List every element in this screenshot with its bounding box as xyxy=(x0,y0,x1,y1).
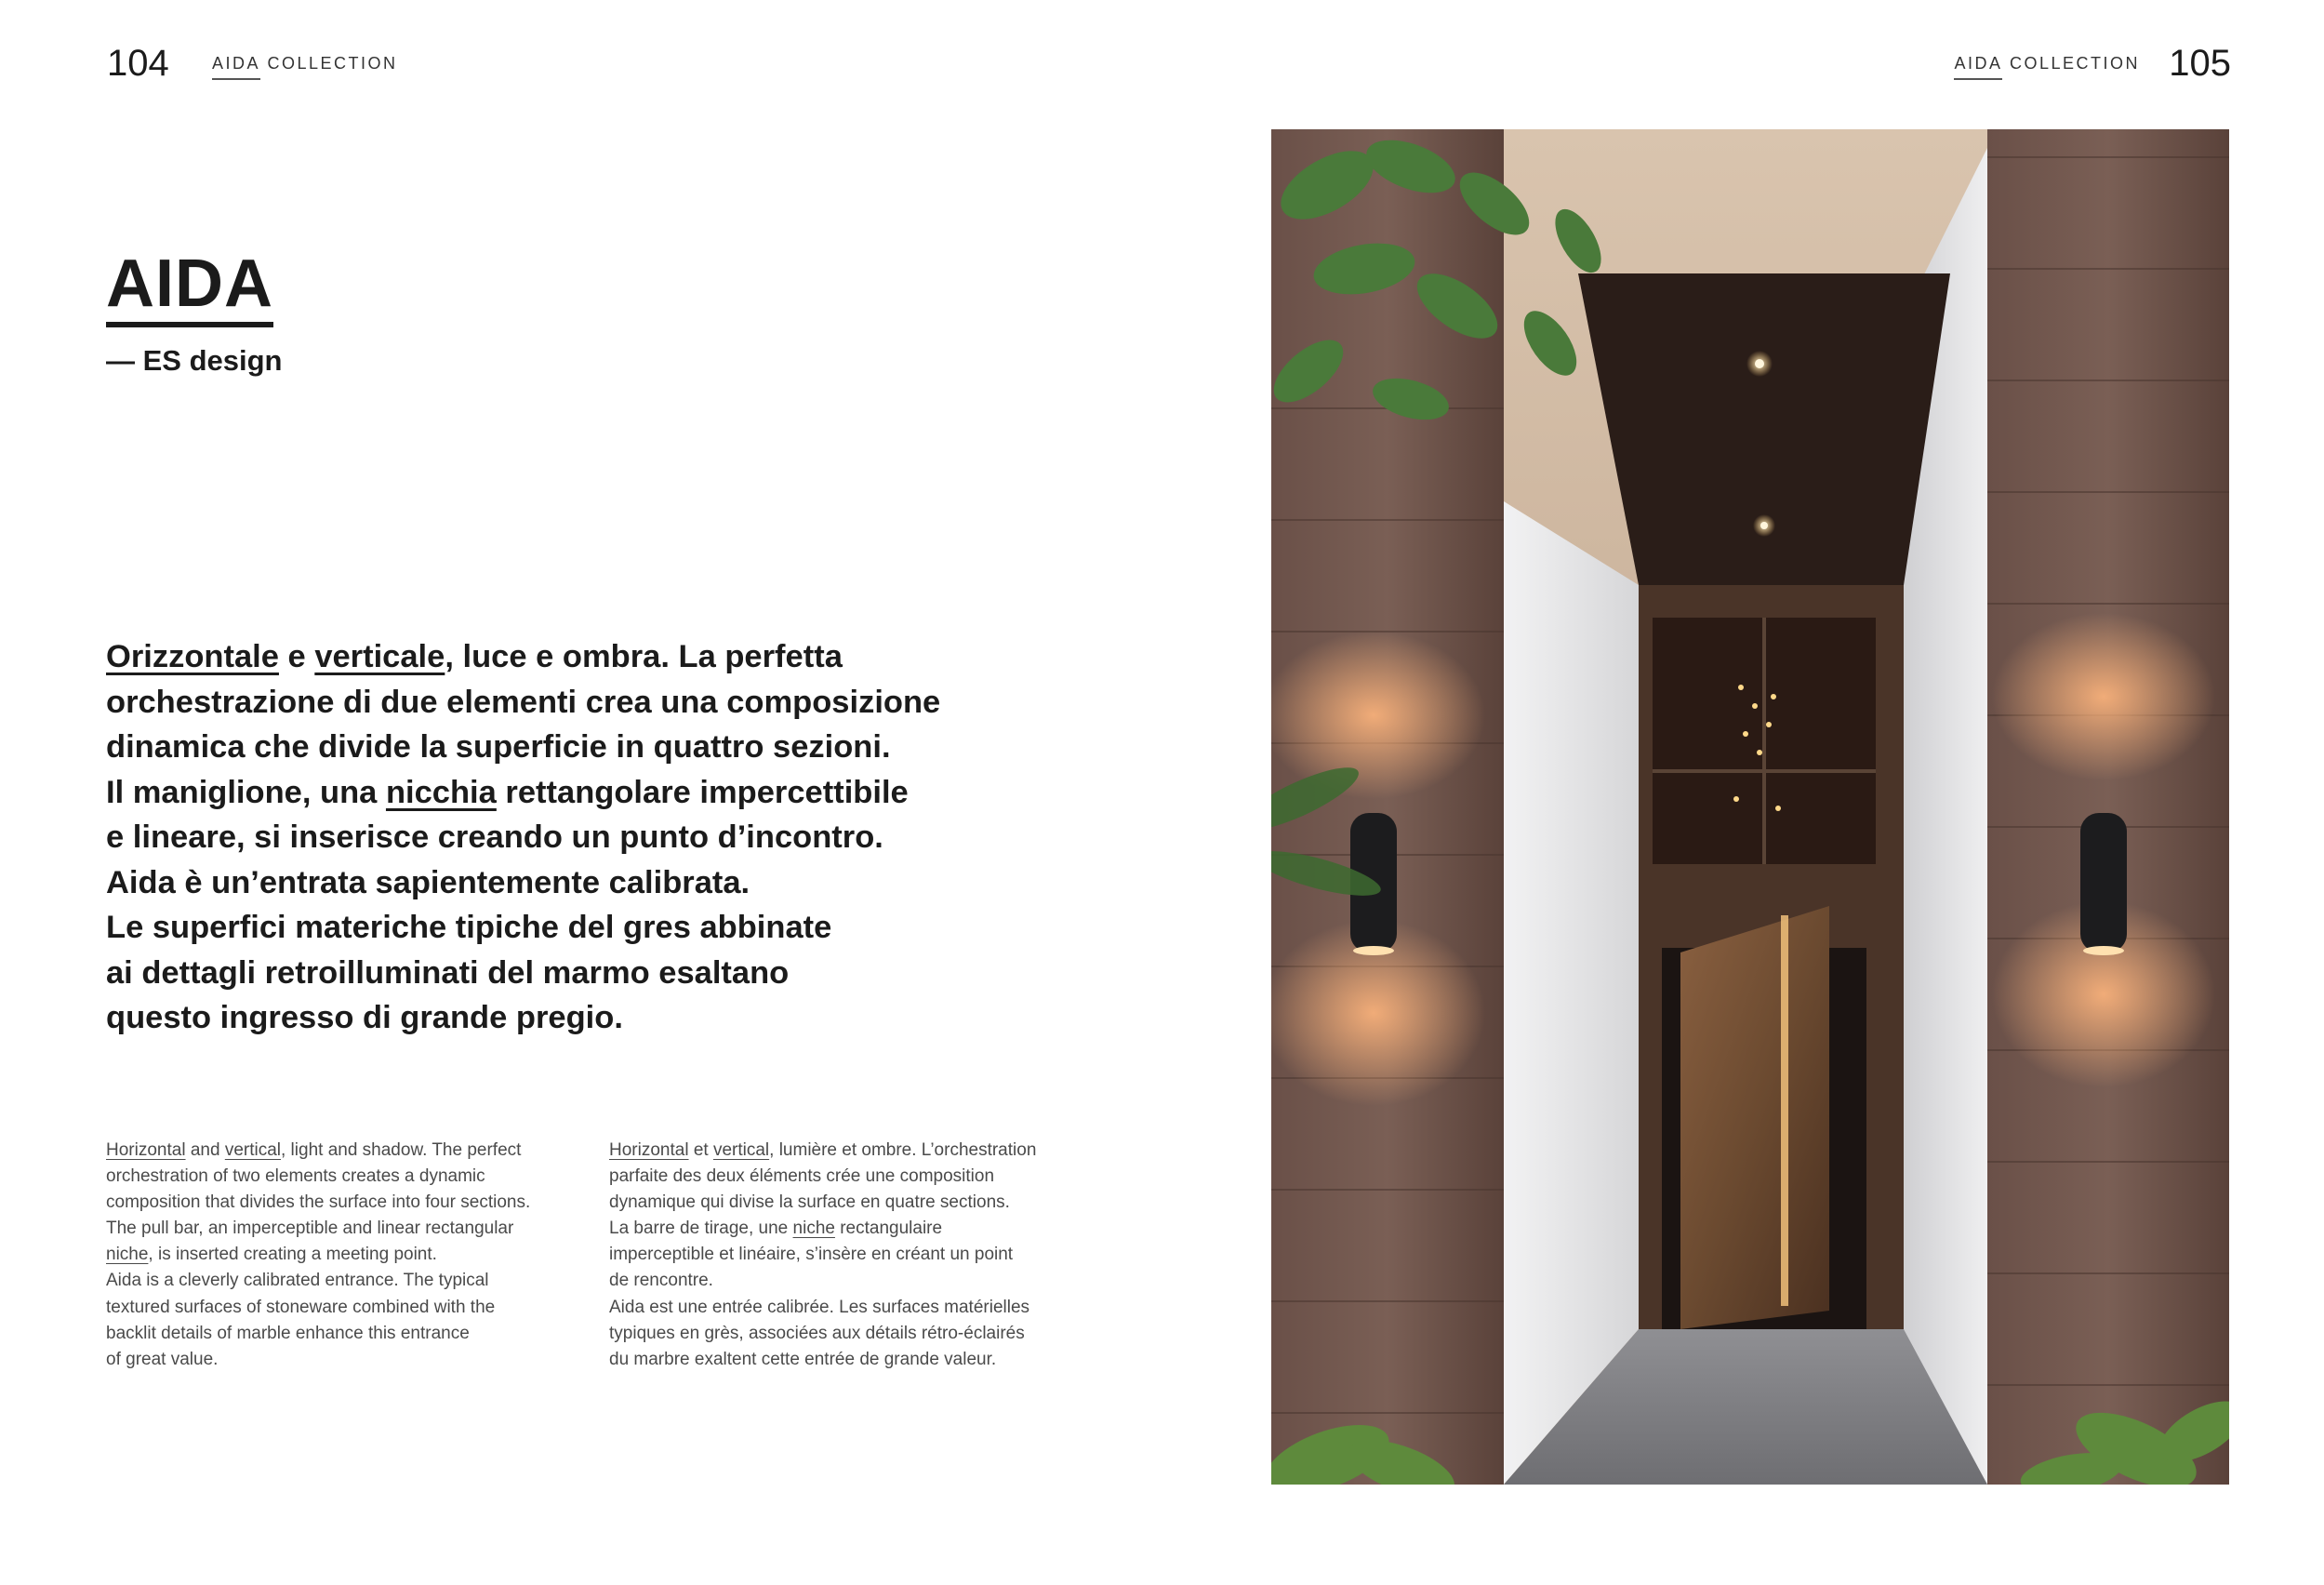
body-paragraph-english xyxy=(106,1138,590,1373)
lead-line: Il maniglione, una nicchia rettangolare impercettibile xyxy=(106,774,909,810)
body-line: backlit details of marble enhance this entrance xyxy=(106,1323,470,1343)
collection-word: AIDA xyxy=(212,54,260,80)
body-line: typiques en grès, associées aux détails rétro-éclairés xyxy=(609,1323,1025,1343)
lead-paragraph-italian xyxy=(106,634,1055,1041)
right-wood-column xyxy=(1987,129,2229,1485)
lead-line: Aida è un’entrata sapientemente calibrata. xyxy=(106,864,750,900)
right-wall-lamp xyxy=(2080,813,2127,952)
lead-line: orchestrazione di due elementi crea una composizione xyxy=(106,684,941,720)
left-collection-label xyxy=(212,54,398,80)
body-line: Horizontal and vertical, light and shadow. The perfect xyxy=(106,1140,522,1160)
body-paragraph-french xyxy=(609,1138,1093,1373)
lead-line: e lineare, si inserisce creando un punto d’incontro. xyxy=(106,819,883,855)
body-line: Aida est une entrée calibrée. Les surfaces matérielles xyxy=(609,1297,1030,1317)
body-line: dynamique qui divise la surface en quatre sections. xyxy=(609,1192,1010,1213)
left-white-wall xyxy=(1504,501,1639,1485)
lead-line: questo ingresso di grande pregio. xyxy=(106,1000,623,1035)
entrance-door-photo xyxy=(1271,129,2229,1485)
collection-rest: COLLECTION xyxy=(2009,54,2140,73)
product-title-text: AIDA xyxy=(106,247,273,327)
body-line: The pull bar, an imperceptible and linear rectangular xyxy=(106,1219,514,1239)
body-line: of great value. xyxy=(106,1349,219,1369)
lamp-glow xyxy=(1992,613,2215,780)
right-page-number: 105 xyxy=(2169,43,2231,84)
body-line: textured surfaces of stoneware combined with the xyxy=(106,1297,496,1317)
collection-rest: COLLECTION xyxy=(267,54,398,73)
body-line: orchestration of two elements creates a dynamic xyxy=(106,1166,485,1187)
body-line: Horizontal et vertical, lumière et ombre. L’orchestration xyxy=(609,1140,1037,1160)
pivot-door xyxy=(1680,906,1829,1329)
body-line: de rencontre. xyxy=(609,1271,713,1291)
lead-line: Le superfici materiche tipiche del gres abbinate xyxy=(106,910,832,945)
body-line: Aida is a cleverly calibrated entrance. The typical xyxy=(106,1271,489,1291)
product-title xyxy=(106,246,273,327)
lamp-glow xyxy=(1271,632,1485,799)
lead-line: Orizzontale e verticale, luce e ombra. La perfetta xyxy=(106,639,843,674)
wood-ceiling xyxy=(1578,273,1950,585)
product-subtitle: — ES design xyxy=(106,344,283,377)
left-page-number: 104 xyxy=(107,43,169,84)
lead-line: ai dettagli retroilluminati del marmo esaltano xyxy=(106,954,790,991)
backlit-marble-strip xyxy=(1781,915,1788,1306)
lead-line: dinamica che divide la superficie in quattro sezioni. xyxy=(106,729,891,765)
body-line: imperceptible et linéaire, s’insère en créant un point xyxy=(609,1245,1014,1265)
body-line: composition that divides the surface into four sections. xyxy=(106,1192,531,1213)
body-line: niche, is inserted creating a meeting point. xyxy=(106,1245,437,1265)
right-collection-label xyxy=(1954,54,2140,80)
body-line: parfaite des deux éléments crée une composition xyxy=(609,1166,995,1187)
collection-word: AIDA xyxy=(1954,54,2002,80)
body-line: La barre de tirage, une niche rectangulaire xyxy=(609,1219,943,1239)
body-line: du marbre exaltent cette entrée de grande valeur. xyxy=(609,1349,997,1369)
